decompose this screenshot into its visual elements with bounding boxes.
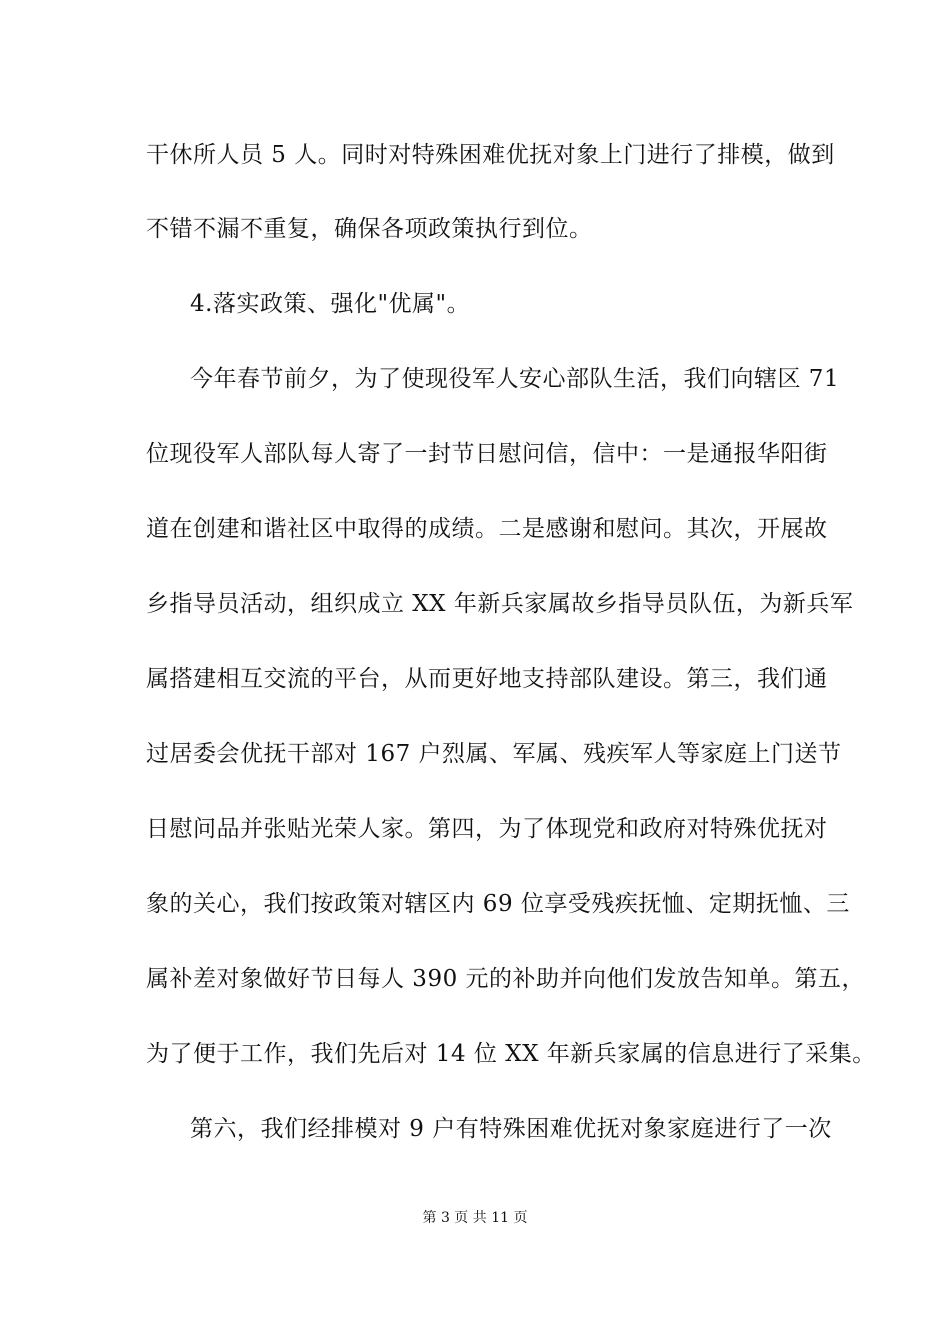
paragraph-line: 不错不漏不重复，确保各项政策执行到位。 bbox=[146, 216, 593, 242]
paragraph-line: 日慰问品并张贴光荣人家。第四，为了体现党和政府对特殊优抚对 bbox=[146, 816, 828, 842]
paragraph-line: 属补差对象做好节日每人 390 元的补助并向他们发放告知单。第五， bbox=[146, 966, 866, 992]
section-heading: 4.落实政策、强化"优属"。 bbox=[190, 291, 471, 317]
paragraph-line: 今年春节前夕，为了使现役军人安心部队生活，我们向辖区 71 bbox=[190, 366, 840, 392]
paragraph-line: 过居委会优抚干部对 167 户烈属、军属、残疾军人等家庭上门送节 bbox=[146, 741, 842, 767]
paragraph-line: 属搭建相互交流的平台，从而更好地支持部队建设。第三，我们通 bbox=[146, 666, 828, 692]
paragraph-line: 象的关心，我们按政策对辖区内 69 位享受残疾抚恤、定期抚恤、三 bbox=[146, 891, 850, 917]
paragraph-line: 乡指导员活动，组织成立 XX 年新兵家属故乡指导员队伍，为新兵军 bbox=[146, 591, 854, 617]
page-number-footer: 第 3 页 共 11 页 bbox=[422, 1210, 528, 1226]
paragraph-line: 为了便于工作，我们先后对 14 位 XX 年新兵家属的信息进行了采集。 bbox=[146, 1041, 876, 1067]
paragraph-line: 道在创建和谐社区中取得的成绩。二是感谢和慰问。其次，开展故 bbox=[146, 516, 828, 542]
paragraph-line: 位现役军人部队每人寄了一封节日慰问信，信中：一是通报华阳街 bbox=[146, 441, 828, 467]
paragraph-line: 干休所人员 5 人。同时对特殊困难优抚对象上门进行了排模，做到 bbox=[146, 142, 835, 168]
paragraph-line: 第六，我们经排模对 9 户有特殊困难优抚对象家庭进行了一次 bbox=[190, 1116, 832, 1142]
